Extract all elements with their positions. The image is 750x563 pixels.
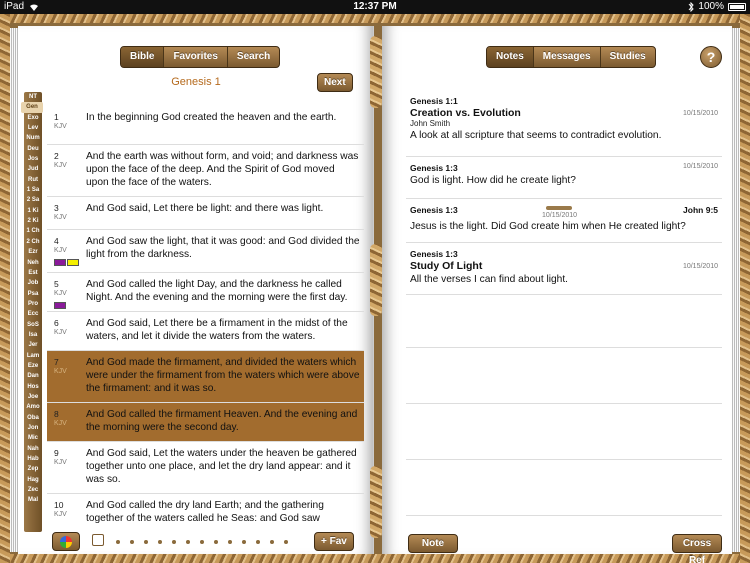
book-index-item[interactable]: SoS [27,321,39,328]
note-reference: Genesis 1:3 [410,163,458,173]
verse-version: KJV [54,214,67,221]
verse-number: 4 [54,236,59,246]
notes-page [382,26,732,563]
book-index-item[interactable]: 2 Sa [26,197,40,204]
page-dot[interactable] [256,540,260,544]
next-button[interactable]: Next [317,73,353,92]
book-index-item[interactable]: Num [26,135,40,142]
note-item-cross-reference[interactable] [406,203,722,243]
notes-list [406,94,722,295]
book-index-item[interactable]: 1 Ki [27,207,39,214]
verse-number: 3 [54,203,59,213]
verse-version: KJV [54,420,67,427]
book-index-item[interactable]: Hab [27,456,39,463]
note-date: 10/15/2010 [682,163,718,170]
note-body: God is light. How did he create light? [410,175,576,186]
tab-messages[interactable]: Messages [534,47,601,67]
book-index-item[interactable]: Rut [28,176,38,183]
book-index-item[interactable]: Amo [26,404,40,411]
bluetooth-icon [688,2,694,12]
book-index-item[interactable]: Pro [27,300,38,307]
bible-bottom-bar [18,534,374,554]
book-index-item[interactable]: Hos [27,383,39,390]
page-dot[interactable] [130,540,134,544]
book-index-item[interactable]: Lam [26,352,40,359]
chapter-title: Genesis 1 [171,76,221,88]
page-edges-left [10,28,18,552]
note-body: Jesus is the light. Did God create him when He created light? [410,221,686,232]
verse-list [47,106,364,526]
cross-reference[interactable]: John 9:5 [683,205,718,215]
tab-notes[interactable]: Notes [487,47,534,67]
spine-rope-knot [370,36,382,108]
status-bar [0,0,750,14]
tab-search[interactable]: Search [236,51,271,62]
book-index-item[interactable]: Gen [21,102,43,112]
book-index-item[interactable]: NT [29,94,37,100]
battery-percent: 100% [698,1,724,12]
status-time: 12:37 PM [353,1,397,12]
verse-text: And God called the firmament Heaven. And the evening and the morning were the second day. [86,409,358,433]
page-icon[interactable] [92,534,104,546]
page-dot[interactable] [186,540,190,544]
note-body: All the verses I can find about light. [410,274,568,285]
link-arrow-icon [546,206,572,210]
bible-page [18,26,374,554]
verse-number: 10 [54,500,64,510]
note-item[interactable] [406,94,722,157]
verse-version: KJV [54,511,67,518]
verse-text: And God called the dry land Earth; and the gathering together of the waters called he Seas: and God saw [86,500,324,524]
page-dot[interactable] [214,540,218,544]
book-index-item[interactable]: Jud [27,166,39,173]
book-index-item[interactable]: Deu [27,145,39,152]
note-reference: Genesis 1:3 [410,205,458,215]
verse-text: And God said, Let the waters under the heaven be gathered together unto one place, and let the dry land appear: and it was so. [86,448,357,485]
color-wheel-icon [60,536,72,548]
help-button[interactable]: ? [700,46,722,68]
note-date: 10/15/2010 [682,110,718,117]
verse-text: And God said, Let there be a firmament in the midst of the waters, and let it divide the waters from the waters. [86,318,348,342]
highlight-yellow-marker[interactable] [67,259,79,266]
book-index-item[interactable]: Neh [27,259,39,266]
book-index-item[interactable]: Isa [28,331,38,338]
book-index-item[interactable]: Ezr [28,249,38,256]
book-index-item[interactable]: 1 Ch [26,228,40,235]
spine-rope-knot [370,466,382,538]
book-index-item[interactable]: Joe [27,393,39,400]
note-date: 10/15/2010 [542,212,578,219]
ruled-line [406,459,722,460]
book-index-item[interactable]: Mal [27,497,38,504]
spine-rope-knot [370,244,382,316]
book-index-item[interactable]: 1 Sa [26,187,40,194]
page-dot[interactable] [158,540,162,544]
book-index-item[interactable]: Oba [27,414,39,421]
book-index-item[interactable]: Dan [27,373,39,380]
highlight-markers [54,259,79,266]
device-name: iPad [4,1,25,12]
note-title: Study Of Light [410,260,483,272]
verse-number: 5 [54,279,59,289]
page-edges-right [732,28,740,552]
book-frame [0,14,750,563]
note-title: Creation vs. Evolution [410,107,521,119]
add-note-button[interactable]: Note [408,534,458,553]
verse-number: 6 [54,318,59,328]
verse-row[interactable] [47,197,364,230]
note-item[interactable] [406,161,722,199]
book-index [24,92,42,532]
book-index-item[interactable]: Jer [28,342,38,349]
note-date: 10/15/2010 [682,263,718,270]
rope-border-left [0,14,10,563]
book-index-item[interactable]: Job [27,280,39,287]
verse-number: 1 [54,112,59,122]
verse-row[interactable] [47,494,364,526]
verse-text: And the earth was without form, and void; and darkness was upon the face of the deep. And the Spirit of God moved upon the face of the waters. [86,151,359,188]
book-index-item[interactable]: Lev [27,125,39,132]
add-favorite-button[interactable]: + Fav [314,532,354,551]
verse-row-highlighted[interactable] [47,403,364,442]
ruled-line [406,515,722,516]
page-dot[interactable] [270,540,274,544]
page-dot[interactable] [144,540,148,544]
verse-text: And God made the firmament, and divided the waters which were under the firmament from the waters which were above the firmament: and it was so. [86,357,360,394]
ruled-line [406,347,722,348]
battery-icon [728,3,746,11]
page-dot[interactable] [200,540,204,544]
verse-text: In the beginning God created the heaven and the earth. [86,112,337,123]
notes-tab-bar [486,46,656,68]
book-index-item[interactable]: 2 Ch [26,238,40,245]
verse-number: 7 [54,357,59,367]
highlight-purple-marker[interactable] [54,302,66,309]
tab-bible[interactable]: Bible [121,47,164,67]
cross-ref-button[interactable]: Cross Ref [672,534,722,553]
verse-number: 8 [54,409,59,419]
verse-row[interactable] [47,312,364,351]
ruled-line [406,403,722,404]
note-reference: Genesis 1:3 [410,249,458,259]
verse-version: KJV [54,329,67,336]
verse-version: KJV [54,247,67,254]
book-index-item[interactable]: Jon [27,425,39,431]
book-index-item[interactable]: Jos [27,156,39,163]
book-index-item[interactable]: Nah [27,445,39,452]
verse-number: 9 [54,448,59,458]
note-author: John Smith [410,119,451,128]
verse-row[interactable] [47,230,364,273]
verse-version: KJV [54,368,67,375]
verse-version: KJV [54,459,67,466]
page-dot[interactable] [116,540,120,544]
highlight-purple-marker[interactable] [54,259,66,266]
rope-border-right [740,14,750,563]
status-right [688,1,746,12]
highlight-color-button[interactable] [52,532,80,551]
page-dot[interactable] [172,540,176,544]
verse-version: KJV [54,290,67,297]
bible-tab-bar [120,46,280,68]
page-dot[interactable] [284,540,288,544]
book-index-item[interactable]: Est [28,269,38,276]
book-index-item[interactable]: 2 Ki [27,218,39,225]
page-dot[interactable] [242,540,246,544]
tab-studies[interactable]: Studies [609,51,646,62]
note-item[interactable] [406,247,722,295]
book-index-item[interactable]: Ecc [27,311,39,318]
book-index-item[interactable]: Psa [27,290,39,297]
tab-favorites[interactable]: Favorites [164,47,227,67]
book-index-item[interactable]: Hag [27,476,39,483]
verse-text: And God saw the light, that it was good: and God divided the light from the darkness. [86,236,360,260]
verse-version: KJV [54,162,67,169]
book-index-item[interactable]: Zep [27,466,39,473]
verse-row[interactable] [47,145,364,197]
note-reference: Genesis 1:1 [410,96,458,106]
page-dots [116,540,288,544]
book-index-item[interactable]: Exo [27,114,39,121]
verse-row[interactable] [47,273,364,312]
book-index-item[interactable]: Eze [27,362,39,369]
verse-number: 2 [54,151,59,161]
page-dot[interactable] [228,540,232,544]
verse-row[interactable] [47,442,364,494]
verse-text: And God called the light Day, and the darkness he called Night. And the evening and the morning were the first day. [86,279,348,303]
note-body: A look at all scripture that seems to contradict evolution. [410,130,662,141]
verse-text: And God said, Let there be light: and there was light. [86,203,324,214]
book-index-item[interactable]: Zec [27,487,39,494]
verse-row-highlighted[interactable] [47,351,364,403]
verse-row[interactable] [47,106,364,145]
verse-version: KJV [54,123,67,130]
highlight-markers [54,302,66,309]
book-index-item[interactable]: Mic [27,435,38,442]
